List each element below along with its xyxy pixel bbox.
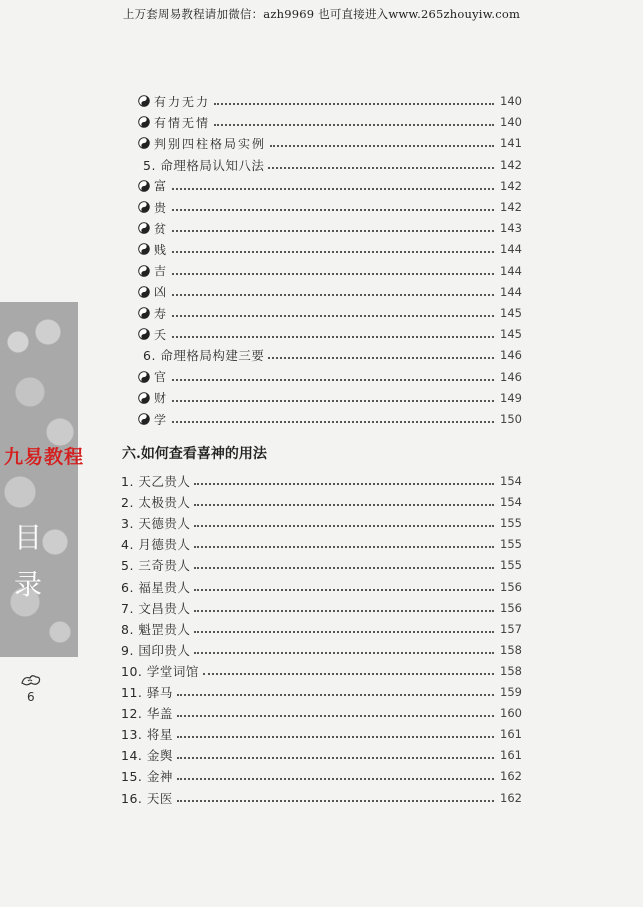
toc-entry-label: 8. 魁罡贵人 <box>121 621 191 637</box>
dot-leader <box>172 186 494 190</box>
yin-yang-bullet-icon <box>138 413 150 425</box>
toc-entry[interactable] <box>138 112 522 132</box>
toc-entry-label: 吉 <box>154 264 169 279</box>
toc-entry-page: 155 <box>500 558 522 573</box>
dot-leader <box>172 419 494 423</box>
dot-leader <box>177 755 494 759</box>
toc-entry-label: 6. 福星贵人 <box>121 579 191 595</box>
page-header-watermark: 上万套周易教程请加微信：azh9969 也可直接进入www.265zhouyiw.com <box>122 7 521 21</box>
dot-leader <box>194 608 494 612</box>
toc-entry-label: 贱 <box>154 242 169 257</box>
toc-entry[interactable] <box>121 555 522 575</box>
toc-entry-label: 判别四柱格局实例 <box>154 136 267 151</box>
dot-leader <box>214 122 494 126</box>
toc-entry[interactable] <box>121 471 522 491</box>
toc-entry[interactable] <box>138 367 522 387</box>
toc-entry[interactable] <box>121 724 522 744</box>
toc-entry-label: 寿 <box>154 306 169 321</box>
cloud-ornament-icon <box>20 673 42 687</box>
brand-label: 九易教程 <box>4 446 85 468</box>
yin-yang-bullet-icon <box>138 116 150 128</box>
yin-yang-bullet-icon <box>138 371 150 383</box>
toc-title-top: 目 <box>14 521 43 554</box>
chapter-heading: 六.如何查看喜神的用法 <box>122 446 267 462</box>
toc-entry[interactable] <box>121 682 522 702</box>
dot-leader <box>268 355 494 359</box>
toc-entry-page: 158 <box>500 642 522 657</box>
dot-leader <box>172 292 494 296</box>
yin-yang-bullet-icon <box>138 180 150 192</box>
toc-entry-label: 9. 国印贵人 <box>121 642 191 658</box>
toc-entry-page: 146 <box>500 369 522 384</box>
yin-yang-bullet-icon <box>138 307 150 319</box>
toc-entry-label: 14. 金舆 <box>121 748 173 764</box>
dot-leader <box>194 629 494 633</box>
yin-yang-bullet-icon <box>138 201 150 213</box>
toc-entry-label: 5. 命理格局认知八法 <box>143 157 265 173</box>
toc-entry-label: 财 <box>154 391 169 406</box>
toc-entry-label: 凶 <box>154 285 169 300</box>
toc-entry-page: 155 <box>500 516 522 531</box>
toc-entry[interactable] <box>121 745 522 765</box>
dot-leader <box>268 165 494 169</box>
yin-yang-bullet-icon <box>138 95 150 107</box>
toc-entry[interactable] <box>138 282 522 302</box>
toc-entry[interactable] <box>121 788 522 808</box>
toc-entry-page: 143 <box>500 221 522 236</box>
dot-leader <box>214 101 494 105</box>
toc-entry-page: 162 <box>500 790 522 805</box>
dot-leader <box>172 313 494 317</box>
toc-entry-page: 144 <box>500 242 522 257</box>
toc-entry-page: 154 <box>500 474 522 488</box>
toc-entry-page: 141 <box>500 136 522 151</box>
toc-entry[interactable] <box>138 303 522 323</box>
toc-entry[interactable] <box>121 703 522 723</box>
dot-leader <box>270 143 494 147</box>
toc-entry[interactable] <box>121 619 522 639</box>
toc-entry[interactable] <box>121 534 522 554</box>
toc-entry-label: 贵 <box>154 200 169 215</box>
dot-leader <box>177 692 494 696</box>
toc-entry-label: 1. 天乙贵人 <box>121 474 191 489</box>
toc-entry-label: 10. 学堂词馆 <box>121 663 199 679</box>
toc-entry[interactable] <box>121 640 522 660</box>
toc-entry-page: 156 <box>500 600 522 615</box>
toc-entry-page: 140 <box>500 94 522 108</box>
toc-entry-label: 学 <box>154 412 169 427</box>
yin-yang-bullet-icon <box>138 243 150 255</box>
yin-yang-bullet-icon <box>138 265 150 277</box>
yin-yang-bullet-icon <box>138 392 150 404</box>
dot-leader <box>194 481 494 485</box>
toc-entry-label: 2. 太极贵人 <box>121 495 191 511</box>
toc-entry[interactable] <box>143 155 522 175</box>
toc-entry-page: 154 <box>500 495 522 510</box>
dot-leader <box>194 523 494 527</box>
toc-entry-label: 有情无情 <box>154 115 211 130</box>
dot-leader <box>172 228 494 232</box>
toc-entry-label: 15. 金神 <box>121 769 173 785</box>
dot-leader <box>194 565 494 569</box>
toc-entry-label: 4. 月德贵人 <box>121 537 191 553</box>
toc-entry[interactable] <box>121 598 522 618</box>
toc-entry[interactable] <box>138 91 522 111</box>
dot-leader <box>177 713 494 717</box>
toc-title-bottom: 录 <box>14 568 43 601</box>
toc-entry[interactable] <box>143 345 522 365</box>
toc-entry-label: 12. 华盖 <box>121 706 173 722</box>
toc-entry-page: 161 <box>500 748 522 763</box>
dot-leader <box>172 207 494 211</box>
dot-leader <box>194 502 494 506</box>
dot-leader <box>194 587 494 591</box>
toc-entry[interactable] <box>138 197 522 217</box>
toc-entry-label: 6. 命理格局构建三要 <box>143 348 265 364</box>
dot-leader <box>203 671 494 675</box>
toc-entry[interactable] <box>138 409 522 429</box>
toc-entry[interactable] <box>138 324 522 344</box>
toc-entry-label: 7. 文昌贵人 <box>121 600 191 616</box>
toc-entry-label: 5. 三奇贵人 <box>121 558 191 574</box>
yin-yang-bullet-icon <box>138 286 150 298</box>
toc-entry-page: 160 <box>500 706 522 721</box>
dot-leader <box>194 544 494 548</box>
toc-entry-page: 162 <box>500 769 522 784</box>
toc-entry-page: 161 <box>500 727 522 742</box>
toc-entry-page: 158 <box>500 663 522 678</box>
dot-leader <box>177 734 494 738</box>
toc-entry-page: 144 <box>500 263 522 278</box>
toc-entry-page: 159 <box>500 685 522 699</box>
dot-leader <box>172 377 494 381</box>
toc-entry[interactable] <box>138 218 522 238</box>
toc-entry-page: 150 <box>500 412 522 426</box>
toc-entry-page: 140 <box>500 115 522 130</box>
toc-entry-page: 146 <box>500 348 522 363</box>
dot-leader <box>172 334 494 338</box>
toc-entry-page: 156 <box>500 579 522 594</box>
toc-entry-label: 夭 <box>154 327 169 342</box>
toc-entry-label: 官 <box>154 370 169 385</box>
toc-entry[interactable] <box>138 176 522 196</box>
toc-entry[interactable] <box>121 766 522 786</box>
dot-leader <box>177 798 494 802</box>
toc-entry[interactable] <box>121 492 522 512</box>
dot-leader <box>177 776 494 780</box>
toc-entry-page: 142 <box>500 178 522 193</box>
toc-entry[interactable] <box>121 513 522 533</box>
toc-entry[interactable] <box>138 388 522 408</box>
dot-leader <box>172 271 494 275</box>
toc-entry-page: 145 <box>500 327 522 342</box>
side-decor-band <box>0 302 78 657</box>
toc-entry[interactable] <box>138 133 522 153</box>
toc-entry-page: 142 <box>500 157 522 172</box>
toc-entry-label: 11. 驿马 <box>121 685 173 700</box>
toc-entry-label: 3. 天德贵人 <box>121 516 191 532</box>
toc-entry[interactable] <box>121 661 522 681</box>
toc-entry-page: 157 <box>500 621 522 636</box>
toc-entry-label: 16. 天医 <box>121 790 173 806</box>
dot-leader <box>194 650 494 654</box>
toc-entry[interactable] <box>138 239 522 259</box>
toc-entry-label: 富 <box>154 179 169 194</box>
toc-entry-label: 有力无力 <box>154 94 211 109</box>
dot-leader <box>172 398 494 402</box>
toc-entry-page: 144 <box>500 284 522 299</box>
toc-entry[interactable] <box>121 577 522 597</box>
toc-entry-label: 贫 <box>154 221 169 236</box>
dot-leader <box>172 249 494 253</box>
yin-yang-bullet-icon <box>138 222 150 234</box>
toc-entry-page: 142 <box>500 200 522 214</box>
toc-entry-page: 145 <box>500 306 522 320</box>
page-number: 6 <box>27 690 35 704</box>
yin-yang-bullet-icon <box>138 137 150 149</box>
toc-entry-label: 13. 将星 <box>121 727 173 743</box>
yin-yang-bullet-icon <box>138 328 150 340</box>
toc-entry-page: 155 <box>500 537 522 552</box>
toc-entry[interactable] <box>138 261 522 281</box>
toc-entry-page: 149 <box>500 390 522 405</box>
